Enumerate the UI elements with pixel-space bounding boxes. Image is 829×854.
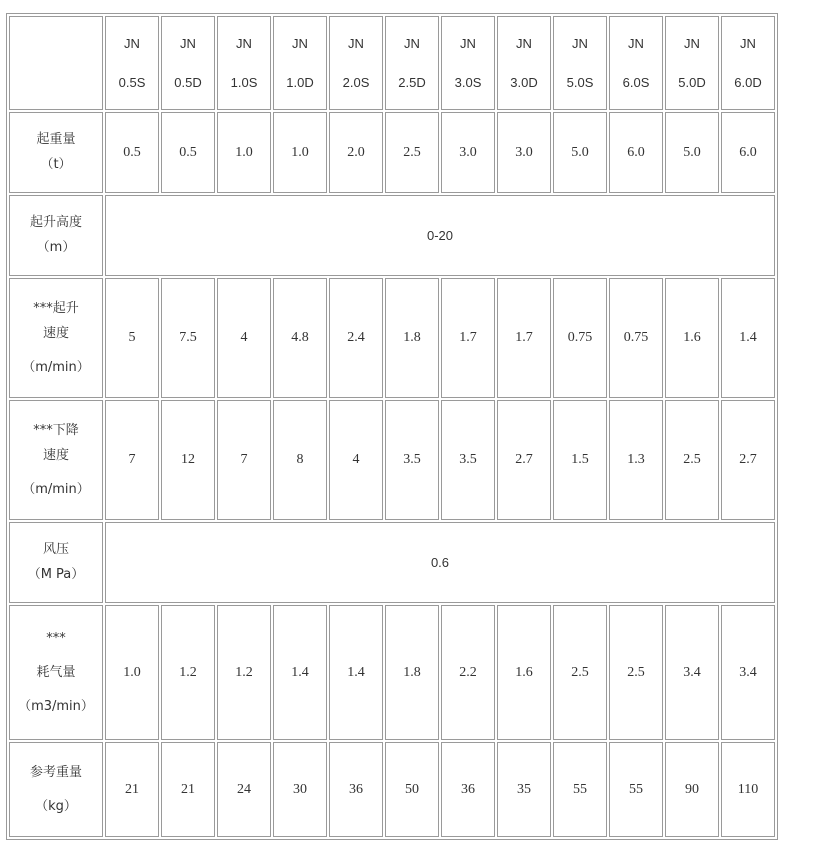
table-cell: 1.4: [273, 605, 327, 740]
table-cell: 4.8: [273, 278, 327, 398]
table-cell-merged: 0.6: [105, 522, 775, 603]
table-cell: 1.6: [497, 605, 551, 740]
table-row: [9, 742, 775, 837]
table-row: [9, 605, 775, 740]
table-row: [9, 112, 775, 193]
table-cell: 3.4: [665, 605, 719, 740]
table-cell: 7: [217, 400, 271, 520]
table-cell: 1.8: [385, 605, 439, 740]
model-header: JN 3.0D: [497, 16, 551, 110]
row-label-lift-height: 起升高度 （m）: [9, 195, 103, 276]
table-cell: 4: [329, 400, 383, 520]
table-cell: 1.2: [217, 605, 271, 740]
table-cell: 2.4: [329, 278, 383, 398]
table-cell: 3.4: [721, 605, 775, 740]
model-header: JN 5.0S: [553, 16, 607, 110]
table-cell: 3.5: [441, 400, 495, 520]
table-cell: 0.5: [105, 112, 159, 193]
table-row: [9, 195, 775, 276]
model-header: JN 0.5D: [161, 16, 215, 110]
model-header: JN 2.5D: [385, 16, 439, 110]
table-cell-merged: 0-20: [105, 195, 775, 276]
header-row: [9, 16, 775, 110]
table-cell: 55: [553, 742, 607, 837]
table-row: [9, 400, 775, 520]
row-label-lifting-speed: ***起升 速度 （m/min）: [9, 278, 103, 398]
table-row: [9, 522, 775, 603]
table-cell: 30: [273, 742, 327, 837]
table-cell: 1.0: [217, 112, 271, 193]
table-cell: 2.0: [329, 112, 383, 193]
corner-cell: [9, 16, 103, 110]
table-cell: 110: [721, 742, 775, 837]
table-cell: 90: [665, 742, 719, 837]
table-cell: 55: [609, 742, 663, 837]
table-cell: 24: [217, 742, 271, 837]
table-cell: 2.5: [385, 112, 439, 193]
spec-table: [6, 13, 778, 840]
table-cell: 1.7: [441, 278, 495, 398]
model-header: JN 2.0S: [329, 16, 383, 110]
table-cell: 2.5: [609, 605, 663, 740]
row-label-reference-weight: 参考重量 （kg）: [9, 742, 103, 837]
model-header: JN 3.0S: [441, 16, 495, 110]
table-cell: 3.0: [497, 112, 551, 193]
table-cell: 5: [105, 278, 159, 398]
table-cell: 4: [217, 278, 271, 398]
table-cell: 2.7: [721, 400, 775, 520]
table-cell: 36: [329, 742, 383, 837]
table-cell: 12: [161, 400, 215, 520]
table-cell: 1.6: [665, 278, 719, 398]
table-cell: 1.0: [105, 605, 159, 740]
table-cell: 21: [105, 742, 159, 837]
table-cell: 1.5: [553, 400, 607, 520]
table-cell: 7.5: [161, 278, 215, 398]
table-cell: 3.0: [441, 112, 495, 193]
table-cell: 0.75: [609, 278, 663, 398]
table-cell: 35: [497, 742, 551, 837]
table-cell: 50: [385, 742, 439, 837]
table-cell: 8: [273, 400, 327, 520]
model-header: JN 5.0D: [665, 16, 719, 110]
model-header: JN 1.0S: [217, 16, 271, 110]
table-cell: 6.0: [609, 112, 663, 193]
table-cell: 36: [441, 742, 495, 837]
table-cell: 1.0: [273, 112, 327, 193]
table-cell: 7: [105, 400, 159, 520]
table-cell: 1.4: [329, 605, 383, 740]
table-cell: 0.75: [553, 278, 607, 398]
model-header: JN 0.5S: [105, 16, 159, 110]
table-cell: 6.0: [721, 112, 775, 193]
table-cell: 5.0: [553, 112, 607, 193]
table-cell: 2.5: [553, 605, 607, 740]
table-cell: 1.4: [721, 278, 775, 398]
row-label-lowering-speed: ***下降 速度 （m/min）: [9, 400, 103, 520]
table-cell: 1.7: [497, 278, 551, 398]
table-cell: 1.3: [609, 400, 663, 520]
table-cell: 3.5: [385, 400, 439, 520]
row-label-air-pressure: 风压 （M Pa）: [9, 522, 103, 603]
table-cell: 2.2: [441, 605, 495, 740]
table-cell: 1.2: [161, 605, 215, 740]
table-cell: 5.0: [665, 112, 719, 193]
table-cell: 2.7: [497, 400, 551, 520]
model-header: JN 6.0D: [721, 16, 775, 110]
table-cell: 21: [161, 742, 215, 837]
table-row: [9, 278, 775, 398]
row-label-air-consumption: *** 耗气量 （m3/min）: [9, 605, 103, 740]
table-cell: 0.5: [161, 112, 215, 193]
table-cell: 1.8: [385, 278, 439, 398]
model-header: JN 6.0S: [609, 16, 663, 110]
row-label-lifting-capacity: 起重量 （t）: [9, 112, 103, 193]
table-cell: 2.5: [665, 400, 719, 520]
model-header: JN 1.0D: [273, 16, 327, 110]
